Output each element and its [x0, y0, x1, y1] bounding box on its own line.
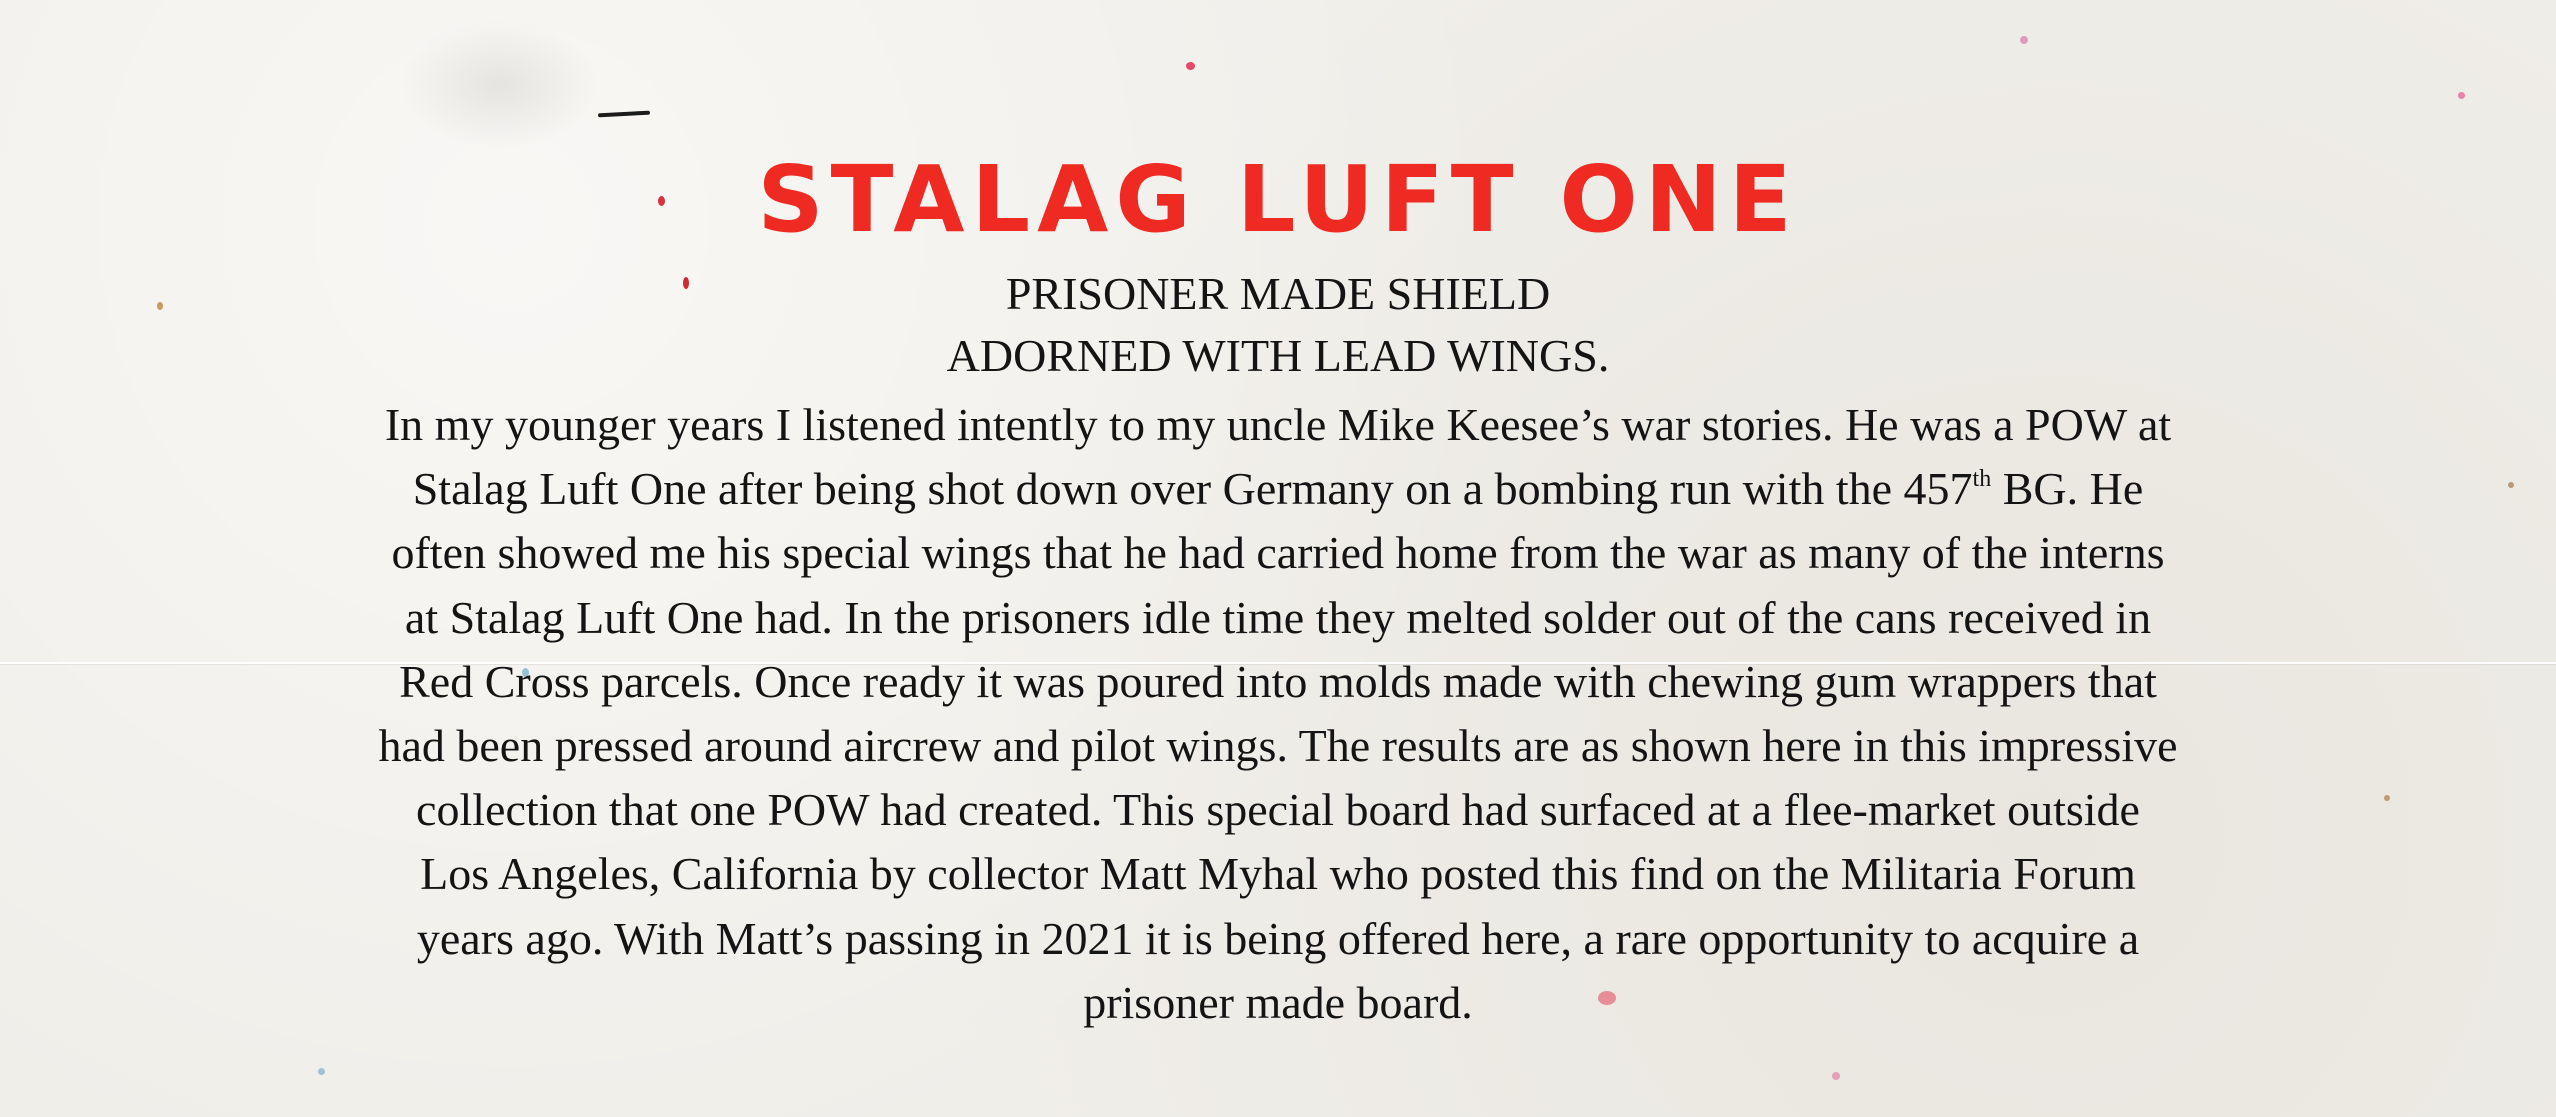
body-line: collection that one POW had created. This special board had surfaced at a flee-market outside [416, 784, 2140, 836]
body-line: Los Angeles, California by collector Matt Myhal who posted this find on the Militaria Forum [420, 848, 2136, 900]
subtitle-line-1: PRISONER MADE SHIELD [1005, 268, 1551, 319]
body-paragraph [120, 393, 2436, 1035]
pink-speck [1832, 1072, 1840, 1080]
document-title: STALAG LUFT ONE [757, 146, 1799, 253]
body-line-segment: BG. He [1991, 463, 2144, 515]
body-line: often showed me his special wings that he had carried home from the war as many of the interns [391, 527, 2165, 579]
body-line: prisoner made board. [1083, 976, 1473, 1028]
body-line [120, 457, 2436, 521]
pink-speck [2020, 36, 2028, 44]
ink-smudge [400, 20, 600, 150]
body-line: Red Cross parcels. Once ready it was poured into molds made with chewing gum wrappers that [399, 655, 2157, 707]
red-speck [1186, 62, 1195, 70]
subtitle-line-2: ADORNED WITH LEAD WINGS. [946, 330, 1610, 381]
pink-speck [2458, 92, 2465, 99]
blue-speck [318, 1068, 325, 1075]
body-line: had been pressed around aircrew and pilot wings. The results are as shown here in this impressive [378, 720, 2178, 772]
body-line: In my younger years I listened intently to my uncle Mike Keesee’s war stories. He was a POW at [384, 399, 2172, 450]
ordinal-suffix: th [1972, 466, 1992, 493]
body-line: at Stalag Luft One had. In the prisoners idle time they melted solder out of the cans received in [404, 591, 2152, 643]
body-line-segment: Stalag Luft One after being shot down over Germany on a bombing run with the 457 [412, 463, 1973, 515]
body-line: years ago. With Matt’s passing in 2021 it is being offered here, a rare opportunity to acquire a [416, 912, 2140, 964]
tan-speck [2508, 482, 2514, 488]
